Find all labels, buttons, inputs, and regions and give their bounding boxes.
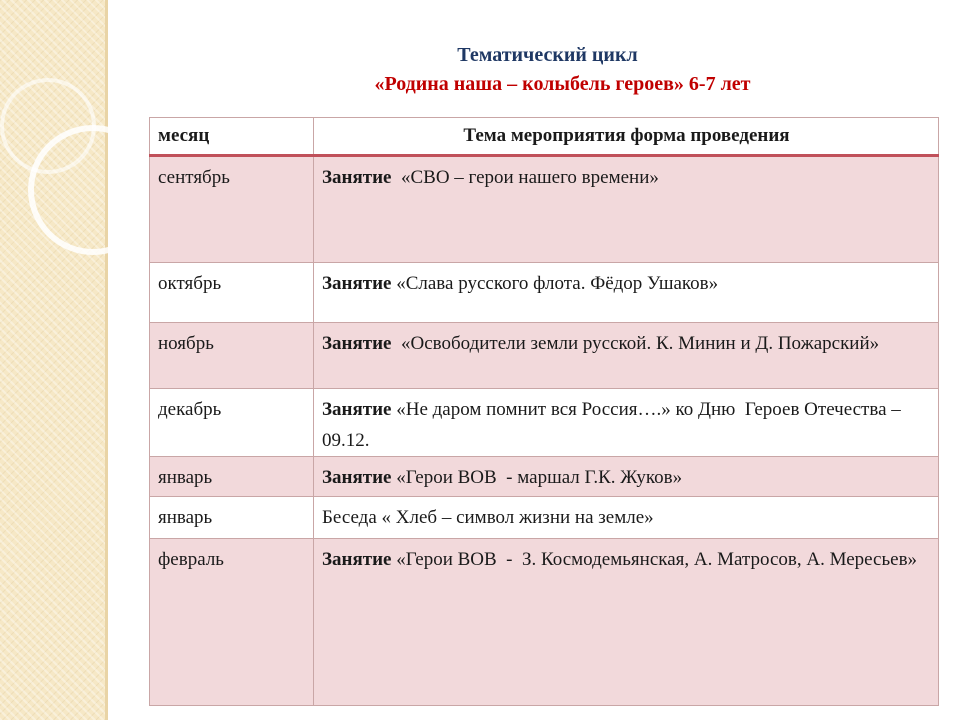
event-title: «СВО – герои нашего времени» (391, 167, 659, 188)
topic-cell (314, 389, 939, 457)
topic-cell (314, 457, 939, 497)
event-type: Занятие (322, 273, 392, 294)
header-month: месяц (150, 118, 314, 156)
table-row (150, 323, 939, 389)
event-title: «Не даром помнит вся Россия….» ко Дню Героев Отечества – 09.12. (322, 399, 906, 451)
month-cell: октябрь (150, 263, 314, 323)
table-row (150, 156, 939, 263)
event-type: Занятие (322, 167, 392, 188)
event-title: «Герои ВОВ - З. Космодемьянская, А. Матросов, А. Мересьев» (391, 549, 918, 570)
table-header-row (150, 118, 939, 156)
topic-cell (314, 156, 939, 263)
header-topic: Тема мероприятия форма проведения (314, 118, 939, 156)
event-type: Занятие (322, 549, 392, 570)
event-type: Занятие (322, 333, 392, 354)
topic-cell (314, 323, 939, 389)
topic-cell (314, 539, 939, 706)
table-row (150, 263, 939, 323)
topic-cell (314, 497, 939, 539)
topic-cell (314, 263, 939, 323)
title-line-2: «Родина наша – колыбель героев» 6-7 лет (374, 73, 751, 95)
slide-title (110, 44, 960, 96)
event-title: «Герои ВОВ - маршал Г.К. Жуков» (391, 467, 683, 488)
event-type: Занятие (322, 399, 392, 420)
title-line-1: Тематический цикл (457, 44, 638, 66)
table-row (150, 497, 939, 539)
event-type: Занятие (322, 467, 392, 488)
table-row (150, 539, 939, 706)
month-cell: январь (150, 497, 314, 539)
month-cell: ноябрь (150, 323, 314, 389)
month-cell: февраль (150, 539, 314, 706)
schedule-table (149, 117, 939, 706)
event-title: «Освободители земли русской. К. Минин и Д. Пожарский» (391, 333, 880, 354)
decorative-ring-large (28, 125, 158, 255)
side-band-edge (105, 0, 108, 720)
event-title: Беседа « Хлеб – символ жизни на земле» (322, 507, 654, 528)
month-cell: сентябрь (150, 156, 314, 263)
table-row (150, 389, 939, 457)
month-cell: декабрь (150, 389, 314, 457)
table-row (150, 457, 939, 497)
month-cell: январь (150, 457, 314, 497)
event-title: «Слава русского флота. Фёдор Ушаков» (391, 273, 719, 294)
